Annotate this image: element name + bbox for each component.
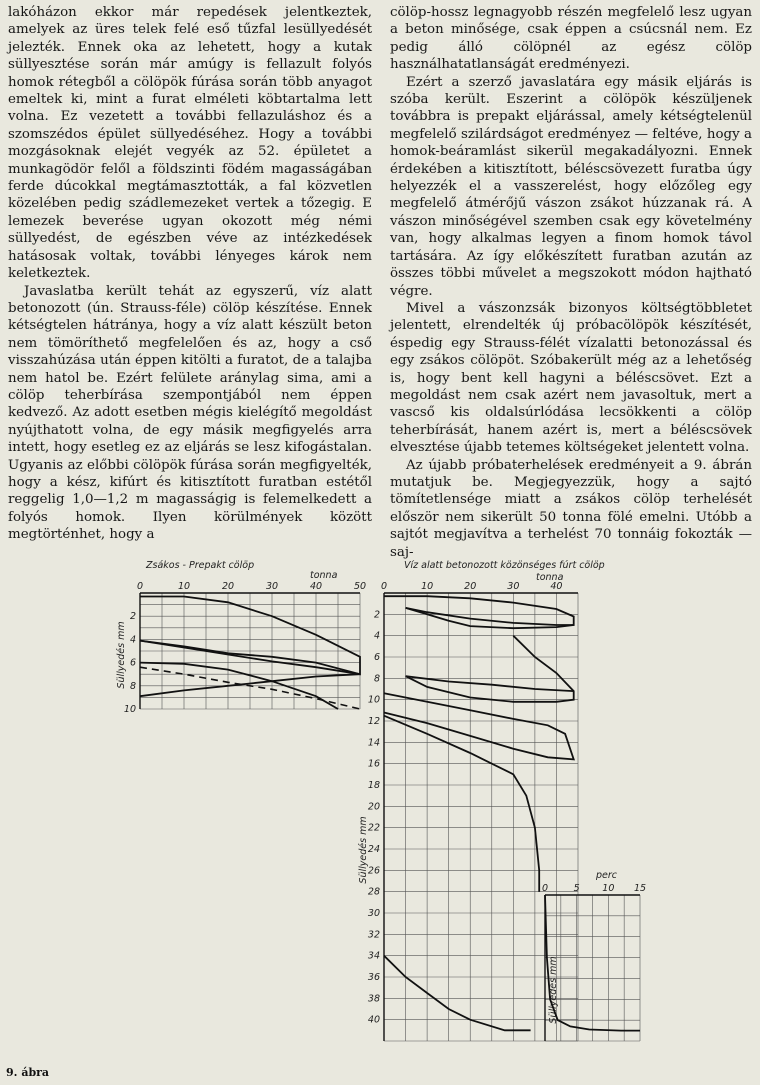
series-line bbox=[406, 636, 574, 702]
y-tick-label: 24 bbox=[367, 844, 380, 855]
y-tick-label: 14 bbox=[367, 737, 380, 749]
y-tick-label: 36 bbox=[367, 972, 380, 983]
paragraph: Ezért a szerző javaslatára egy másik eljárás is szóba került. Eszerint a cölöpök készüljenek továbbra is prepakt eljárással, amely kétségtelenül megfelelő szilárdságot eredményez — feltéve, hogy a homok-beáramlást sikerül megakadályozni. Ennek érdekében a kitisztított, béléscsövezett furatba úgy helyezzék el a vasszerelést, hogy előzőleg egy megfelelő átmérőjű vászon zsákot húzzanak rá. A vászon minőségével szemben csak egy követelmény van, hogy alkalmas legyen a finom homok távol tartására. Az így előkészített furatban azután az összes többi művelet a megszokott módon hajtható végre. bbox=[390, 74, 752, 299]
x-axis-label: tonna bbox=[536, 572, 564, 583]
x-tick-label: 20 bbox=[464, 581, 477, 592]
chart-zsakos-prepakt bbox=[116, 560, 366, 715]
y-axis-label: Süllyedés mm bbox=[548, 956, 559, 1024]
y-axis-label: Süllyedés mm bbox=[358, 816, 369, 884]
x-tick-label: 40 bbox=[309, 581, 323, 592]
y-tick-label: 8 bbox=[373, 673, 380, 685]
y-tick-label: 22 bbox=[367, 822, 380, 834]
y-tick-label: 8 bbox=[129, 680, 136, 692]
y-tick-label: 6 bbox=[129, 657, 136, 669]
chart-title: Zsákos - Prepakt cölöp bbox=[146, 560, 255, 571]
x-tick-label: 30 bbox=[265, 581, 279, 592]
y-tick-label: 2 bbox=[373, 609, 380, 621]
y-tick-label: 30 bbox=[367, 908, 380, 919]
x-tick-label: 10 bbox=[177, 581, 191, 592]
series-line bbox=[384, 956, 531, 1031]
paragraph: lakóházon ekkor már repedések jelentkeztek, amelyek az üres telek felé eső tűzfal lesüllyedését jelezték. Ennek oka az lehetett, hogy a kutak süllyesztése során már amúgy is fellazult folyós homok rétegből a cölöpök fúrása során több anyagot emeltek ki, mint a furat elméleti köbtartalma lett volna. Ez vezetett a további fellazuláshoz és a szomszédos épület süllyedéséhez. Hogy a további mozgásoknak elejét vegyék az 52. épületet a munkagödör felől a földszinti födém magasságában ferde dúcokkal megtámasztották, a fal közvetlen közelében pedig szádlemezeket vertek a tőzegig. E lemezek beverése ugyan okozott még némi süllyedést, de egészben véve az intézkedések hatásosak voltak, további lényeges károk nem keletkeztek. bbox=[8, 5, 372, 282]
y-tick-label: 12 bbox=[367, 716, 380, 727]
x-tick-label: 10 bbox=[421, 581, 434, 592]
y-tick-label: 10 bbox=[123, 704, 136, 715]
y-tick-label: 18 bbox=[367, 780, 380, 791]
x-axis-label: perc bbox=[596, 870, 618, 881]
y-tick-label: 26 bbox=[367, 865, 380, 877]
x-tick-label: 50 bbox=[353, 581, 367, 592]
paragraph: cölöp-hossz legnagyobb részén megfelelő lesz ugyan a beton minősége, csak éppen a csúcsnál nem. Ez pedig álló cölöpnél az egész cölöp használhatatlanságát eredményezi. bbox=[390, 5, 752, 73]
y-tick-label: 4 bbox=[373, 630, 380, 642]
chart-viz-alatt-betonozott bbox=[358, 560, 605, 1041]
x-tick-label: 20 bbox=[221, 581, 235, 592]
x-tick-label: 10 bbox=[602, 883, 615, 894]
paragraph: Javaslatba került tehát az egyszerű, víz alatt betonozott (ún. Strauss-féle) cölöp készítése. Ennek kétségtelen hátránya, hogy a víz alatt készült beton nem tömöríthető megfelelően és az, hogy a cső visszahúzása után éppen kitölti a furatot, de a talajba nem hatol be. Ezért felülete aránylag sima, ami a cölöp teherbírása szempontjából nem éppen kedvező. Az adott esetben mégis kielégítő megoldást nyújthatott volna, de egy másik megfigyelés arra intett, hogy esetleg ez az eljárás se lesz kifogástalan. Ugyanis az előbbi cölöpök fúrása során megfigyelték, hogy a kész, kifúrt és kitisztított furatban estétől reggelig 1,0—1,2 m magasságig is felemelkedett a folyós homok. Ilyen körülmények között megtörténhet, hogy a bbox=[8, 283, 372, 543]
y-tick-label: 28 bbox=[367, 886, 380, 898]
y-tick-label: 20 bbox=[367, 801, 380, 813]
x-tick-label: 5 bbox=[573, 883, 580, 894]
x-tick-label: 40 bbox=[550, 581, 563, 592]
x-tick-label: 30 bbox=[507, 581, 520, 592]
figure-caption: 9. ábra bbox=[6, 1066, 50, 1079]
x-tick-label: 15 bbox=[633, 883, 647, 894]
y-tick-label: 32 bbox=[367, 929, 380, 941]
y-tick-label: 34 bbox=[367, 950, 380, 962]
y-axis-label: Süllyedés mm bbox=[116, 621, 127, 689]
y-tick-label: 6 bbox=[373, 652, 380, 663]
x-tick-label: 0 bbox=[136, 581, 144, 592]
x-tick-label: 0 bbox=[380, 581, 388, 592]
paragraph: Az újabb próbaterhelések eredményeit a 9. ábrán mutatjuk be. Megjegyezzük, hogy a sajtó tömítetlensége miatt a zsákos cölöp terhelését először nem sikerült 50 tonna fölé emelni. Utóbb a sajtót megjavítva a terhelést 70 tonnáig fokozták — saj- bbox=[390, 457, 752, 560]
y-tick-label: 40 bbox=[367, 1014, 380, 1026]
y-tick-label: 16 bbox=[367, 758, 380, 770]
y-tick-label: 38 bbox=[367, 993, 380, 1005]
paragraph: Mivel a vászonzsák bizonyos költségtöbbletet jelentett, elrendelték új próbacölöpök készítését, éspedig egy Strauss-félét vízalatti betonozással és egy zsákos cölöpöt. Szóbakerült még az a lehetőség is, hogy bent kell hagyni a béléscsövet. Ezt a megoldást nem csak azért nem javasoltuk, mert a vascső kis oldalsúrlódása lecsökkenti a cölöp teherbírását, hanem azért is, mert a béléscsövek elvesztése újabb tetemes költségeket jelentett volna. bbox=[390, 300, 752, 456]
chart-title: Víz alatt betonozott közönséges fúrt cölöp bbox=[404, 560, 605, 571]
x-axis-label: tonna bbox=[310, 570, 338, 581]
y-tick-label: 10 bbox=[367, 694, 380, 706]
y-tick-label: 4 bbox=[129, 634, 136, 646]
x-tick-label: 0 bbox=[541, 883, 549, 894]
y-tick-label: 2 bbox=[129, 611, 136, 623]
series-line bbox=[384, 693, 574, 759]
